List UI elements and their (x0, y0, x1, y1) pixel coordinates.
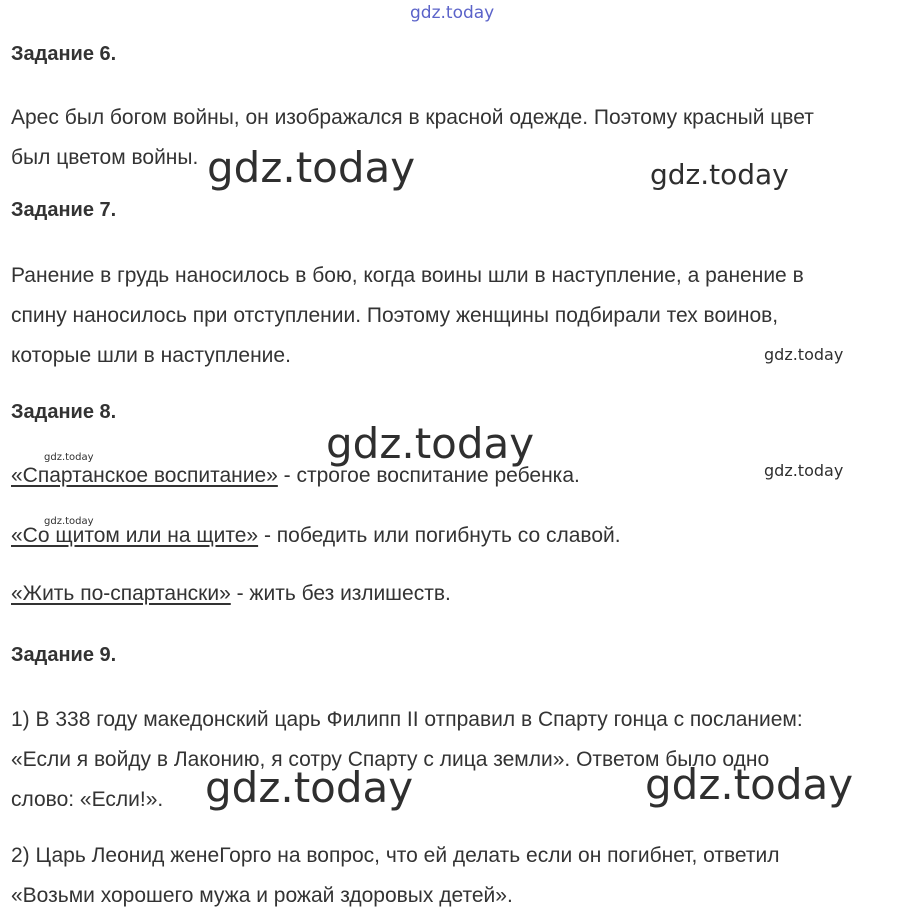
text-line: 2) Царь Леонид женеГорго на вопрос, что ей делать если он погибнет, ответил (11, 844, 780, 867)
text-line: «Возьми хорошего мужа и рожай здоровых детей». (11, 884, 513, 907)
text-line: «Если я войду в Лаконию, я сотру Спарту с лица земли». Ответом было одно (11, 748, 770, 771)
idiom-term: «Со щитом или на щите» (11, 524, 259, 547)
idiom-meaning: - жить без излишеств. (230, 582, 451, 605)
watermark-medium: gdz.today (650, 158, 789, 191)
idiom-meaning: - победить или погибнуть со славой. (258, 524, 621, 547)
idiom-meaning: - строгое воспитание ребенка. (277, 464, 580, 487)
watermark-large: gdz.today (645, 760, 854, 809)
watermark-small: gdz.today (764, 461, 844, 480)
watermark-large: gdz.today (326, 419, 535, 468)
text-line: был цветом войны. (11, 146, 199, 169)
task-7-text (11, 256, 804, 376)
idiom-term: «Жить по-спартански» (11, 582, 231, 605)
task-9-heading: Задание 9. (11, 644, 117, 666)
idiom-row (11, 464, 580, 488)
text-line: спину наносилось при отступлении. Поэтому женщины подбирали тех воинов, (11, 304, 779, 327)
text-line: слово: «Если!». (11, 788, 164, 811)
task-6-heading: Задание 6. (11, 43, 117, 65)
watermark-tiny: gdz.today (44, 516, 94, 527)
watermark-tiny: gdz.today (44, 452, 94, 463)
task-8-heading: Задание 8. (11, 401, 117, 423)
idiom-row (11, 582, 451, 606)
text-line: Арес был богом войны, он изображался в красной одежде. Поэтому красный цвет (11, 106, 814, 129)
text-line: которые шли в наступление. (11, 344, 291, 367)
watermark-small: gdz.today (764, 345, 844, 364)
watermark-large: gdz.today (205, 763, 414, 812)
idiom-term: «Спартанское воспитание» (11, 464, 278, 487)
text-line: 1) В 338 году македонский царь Филипп II отправил в Спарту гонца с посланием: (11, 708, 803, 731)
watermark-top: gdz.today (410, 3, 495, 23)
task-9-paragraph-1 (11, 700, 803, 820)
watermark-large: gdz.today (207, 143, 416, 192)
idiom-row (11, 524, 621, 548)
text-line: Ранение в грудь наносилось в бою, когда воины шли в наступление, а ранение в (11, 264, 804, 287)
task-6-text (11, 98, 814, 178)
task-7-heading: Задание 7. (11, 199, 117, 221)
task-9-paragraph-2 (11, 836, 779, 916)
